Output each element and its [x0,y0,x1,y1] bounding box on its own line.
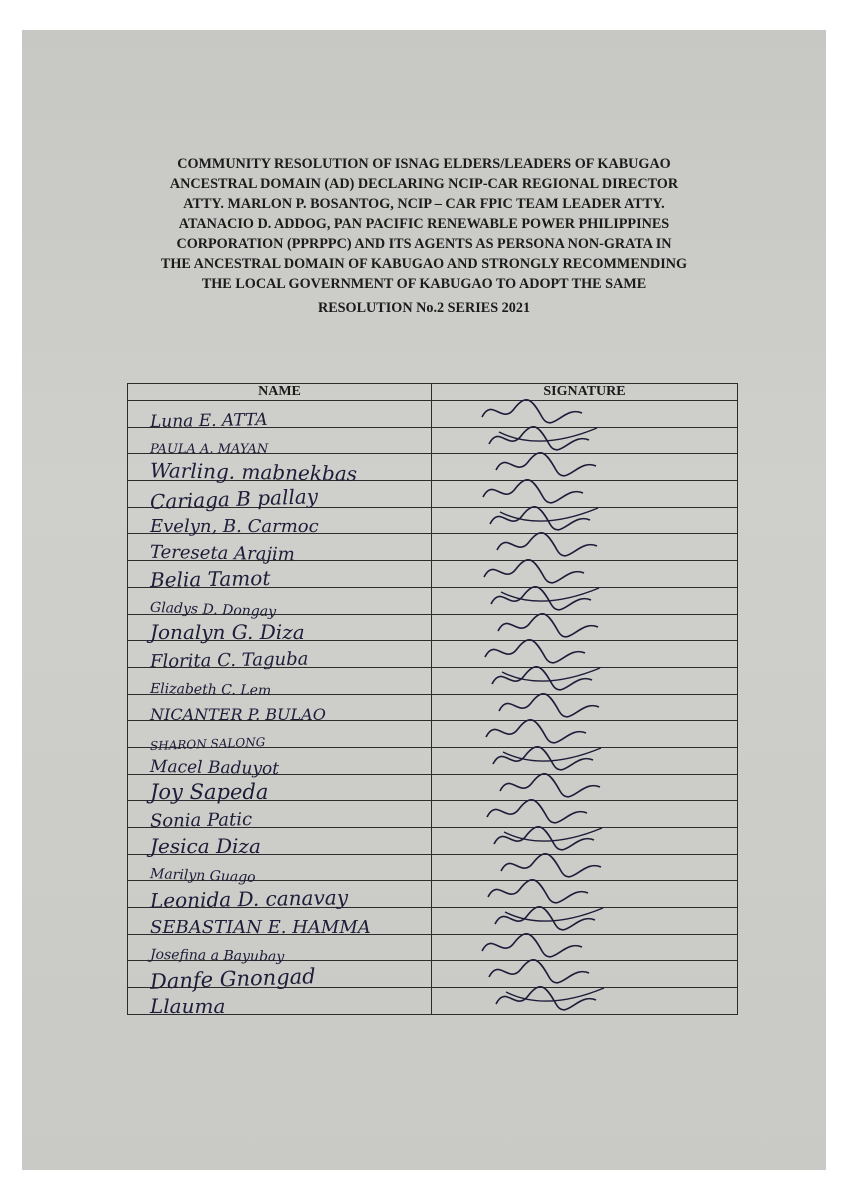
table-row [128,641,738,668]
title-line: ATANACIO D. ADDOG, PAN PACIFIC RENEWABLE POWER PHILIPPINES [178,216,670,232]
handwritten-name: Danfe Gnongad [149,964,317,995]
title-line: COMMUNITY RESOLUTION OF ISNAG ELDERS/LEADERS OF KABUGAO [177,156,671,172]
handwritten-name: Luna E. ATTA [149,409,268,432]
table-row [128,534,738,561]
handwritten-name: Jesica Diza [150,833,261,858]
handwritten-name: Warling. mabnekbas [149,458,358,486]
handwritten-name: SEBASTIAN E. HAMMA [150,916,371,938]
name-cell [128,694,432,725]
handwritten-name: Marilyn Guago [149,866,256,887]
table-row [128,747,738,774]
signature-table [127,383,738,1018]
name-cell [128,587,432,620]
table-header-row [128,384,738,401]
handwritten-name: Leonida D. canavay [149,885,349,913]
table-row [128,961,738,988]
handwritten-name: Cariaga B pallay [149,483,319,514]
table-row [128,614,738,641]
handwritten-name: Sonia Patic [149,809,253,832]
title-line: ATTY. MARLON P. BOSANTOG, NCIP – CAR FPIC TEAM LEADER ATTY. [183,196,665,212]
table-row [128,854,738,881]
handwritten-name: Elizabeth C. Lem [149,680,272,699]
table-row [128,721,738,748]
table-row [128,667,738,694]
name-cell [128,641,432,673]
name-cell [128,854,432,887]
resolution-title [120,154,728,294]
handwritten-name: Joy Sapeda [150,780,269,805]
name-cell [128,507,432,538]
name-cell [128,721,432,753]
handwritten-name: Belia Tamot [149,565,271,592]
name-cell [128,481,432,514]
handwritten-name: SHARON SALONG [149,734,266,753]
table-row [128,481,738,508]
table-row [128,587,738,614]
name-cell [128,667,432,699]
handwritten-name: Florita C. Taguba [149,648,309,673]
signature-cell [432,988,738,1015]
name-cell [128,561,432,592]
name-cell [128,774,432,805]
name-cell [128,427,432,458]
title-line: CORPORATION (PPRPPC) AND ITS AGENTS AS PERSONA NON-GRATA IN [176,236,672,252]
resolution-number: RESOLUTION No.2 SERIES 2021 [317,300,531,316]
signature-rows [128,401,738,1018]
title-line: THE ANCESTRAL DOMAIN OF KABUGAO AND STRONGLY RECOMMENDING [160,256,688,272]
signature-column-header: SIGNATURE [432,384,738,401]
name-cell [128,908,432,938]
name-cell [128,828,432,858]
name-cell [128,988,432,1018]
handwritten-name: PAULA A. MAYAN [150,442,269,458]
handwritten-name: Llauma [150,994,226,1018]
table-row [128,507,738,534]
table-row [128,828,738,855]
handwritten-name: Gladys D. Dongay [149,599,277,620]
table-row [128,427,738,454]
handwritten-name: Evelyn, B. Carmoc [150,516,319,538]
handwritten-signature [472,982,612,1016]
name-cell [128,614,432,645]
name-column-header: NAME [128,384,432,401]
handwritten-name: Tereseta Arajim [149,541,296,566]
table-row [128,694,738,721]
name-cell [128,401,432,432]
name-cell [128,961,432,995]
name-cell [128,534,432,566]
table-row [128,881,738,908]
table-row [128,988,738,1015]
table-row [128,561,738,588]
title-line: ANCESTRAL DOMAIN (AD) DECLARING NCIP-CAR REGIONAL DIRECTOR [169,176,679,192]
handwritten-name: Macel Baduyot [149,756,280,779]
table-row [128,801,738,828]
handwritten-name: NICANTER P. BULAO [150,705,326,725]
name-cell [128,454,432,486]
table-row [128,934,738,961]
title-line: THE LOCAL GOVERNMENT OF KABUGAO TO ADOPT THE SAME [201,276,647,292]
handwritten-name: Jonalyn G. Diza [150,620,305,645]
table-row [128,454,738,481]
table-row [128,774,738,801]
name-cell [128,934,432,966]
table-row [128,401,738,428]
name-cell [128,801,432,832]
table-row [128,908,738,935]
name-cell [128,881,432,913]
handwritten-name: Josefina a Bayubay [149,947,285,966]
name-cell [128,747,432,779]
